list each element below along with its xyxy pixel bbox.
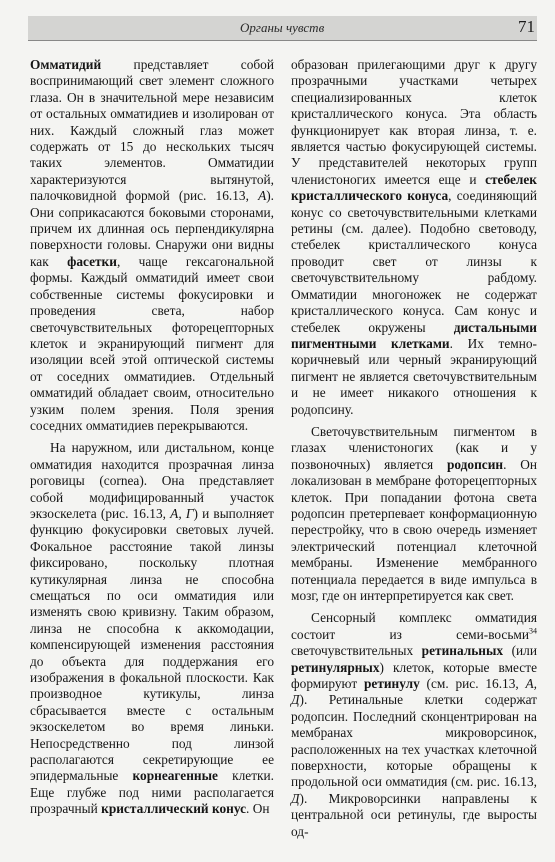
text-run: ). Микроворсинки направлены к центральной оси ретинулы, где выросты од-: [291, 790, 537, 839]
bold-term: ретинулу: [363, 676, 420, 692]
text-run: , соединяющий конус со светочувствительными клетками ретины (см. далее). Подобно световоду, стебелек кристаллического конуса проводит свет от линзы к светочувствительному рабдому. Омматидии многоножек не содержат кристаллического конуса. Сам конус и стебелек окружены: [291, 188, 537, 335]
text-run: , чаще гексагональной формы. Каждый омматидий имеет свои собственные системы фокусировки и проведения света, набор светочувствительных фоторецепторных клеток и экранирующий пигмент для изоляции всей этой оптической системы от соседних омматидиев. Отдельный омматидий обладает своим, относительно узким полем зрения. Поля зрения соседних омматидиев перекрываются.: [30, 253, 274, 433]
text-run: (или: [503, 643, 537, 659]
text-run: светочувствительных: [291, 643, 422, 659]
paragraph-crystalline-cone: [291, 57, 537, 418]
text-run: . Он: [246, 801, 270, 817]
text-run: ). Они соприкасаются боковыми сторонами, причем их длинная ось перпендикулярна поверхности головы. Снаружи они видны как: [30, 188, 274, 269]
bold-term: ретинальных: [421, 643, 504, 659]
paragraph-cornea-lens: [30, 440, 274, 817]
paragraph-retinula: [291, 610, 537, 840]
figure-ref: А, Д: [291, 676, 537, 708]
text-run: (см. рис. 16.13,: [419, 676, 526, 692]
right-column: [291, 57, 537, 840]
text-run: представляет собой воспринимающий свет элемент сложного глаза. Он в значительной мере независим от остальных омматидиев и изолирован от них. Каждый сложный глаз может содержать от 15 до нескольких тысяч таких элементов. Омматидии характеризуются вытянутой, палочковидной формой (рис. 16.13,: [30, 57, 274, 204]
figure-ref: А: [258, 188, 267, 204]
bold-term: стебелек кристаллического конуса: [291, 171, 537, 204]
bold-term: корнеагенные: [132, 768, 218, 784]
figure-ref: А, Г: [170, 505, 194, 521]
text-run: Светочувствительным пигментом в глазах членистоногих (как и у позвоночных) является: [291, 423, 537, 472]
page-number: 71: [518, 17, 535, 36]
paragraph-rhodopsin: [291, 424, 537, 604]
text-run: образован прилегающими друг к другу прозрачными участками четырех специализированных клеток кристаллического конуса. Эта область функционирует как вторая линза, т. е. является частью фокусирующей системы. У представителей некоторых групп членистоногих имеется еще и: [291, 57, 537, 187]
bold-term: кристаллический конус: [101, 801, 247, 817]
bold-term: фасетки: [67, 253, 117, 269]
paragraph-ommatidium-intro: [30, 57, 274, 434]
bold-term: родопсин: [446, 456, 504, 472]
text-run: . Он локализован в мембране фоторецепторных клеток. При попадании фотона света родопсин претерпевает конформационную перестройку, что в свою очередь изменяет электрический потенциал клеточной мембраны. Изменение мембранного потенциала передается в виде импульса в мозг, где он интерпретируется как свет.: [291, 456, 537, 603]
text-run: ). Ретинальные клетки содержат родопсин. Последний сконцентрирован на мембранах микроворсинок, расположенных на тех участках клеточной поверхности, которые обращены к продольной оси омматидия (см. рис. 16.13,: [291, 692, 537, 790]
text-run: . Их темно-коричневый или черный экранирующий пигмент не является светочувствительным и не имеет никакого отношения к родопсину.: [291, 335, 537, 417]
section-title: Органы чувств: [240, 20, 325, 35]
text-run: ) клеток, которые вместе формируют: [291, 659, 537, 692]
left-column: [30, 57, 274, 818]
bold-term: Омматидий: [30, 57, 102, 72]
text-run: ) и выполняет функцию фокусировки световых лучей. Фокальное расстояние такой линзы фиксировано, поскольку плотная кутикулярная линза не способна смещаться по оси омматидия или изменять свою кривизну. Таким образом, линза не способна к аккомодации, компенсирующей изменения расстояния до объекта для поддержания его изображения в фокальной плоскости. Как производное кутикулы, линза сбрасывается вместе с остальным экзоскелетом во время линьки. Непосредственно под линзой располагаются секретирующие ее эпидермальные: [30, 505, 274, 784]
bold-term: ретинулярных: [291, 659, 380, 675]
footnote-marker: 34: [529, 626, 537, 636]
bold-term: дистальными пигментными клетками: [291, 319, 537, 351]
text-run: Сенсорный комплекс омматидия состоит из семи-восьми: [291, 610, 537, 642]
running-header: [28, 16, 537, 41]
figure-ref: Д: [291, 790, 300, 806]
text-run: На наружном, или дистальном, конце омматидия находится прозрачная линза роговицы (cornea). Она представляет собой модифицированный участок экзоскелета (рис. 16.13,: [30, 440, 274, 521]
text-run: клетки. Еще глубже под ними располагается прозрачный: [30, 768, 274, 817]
